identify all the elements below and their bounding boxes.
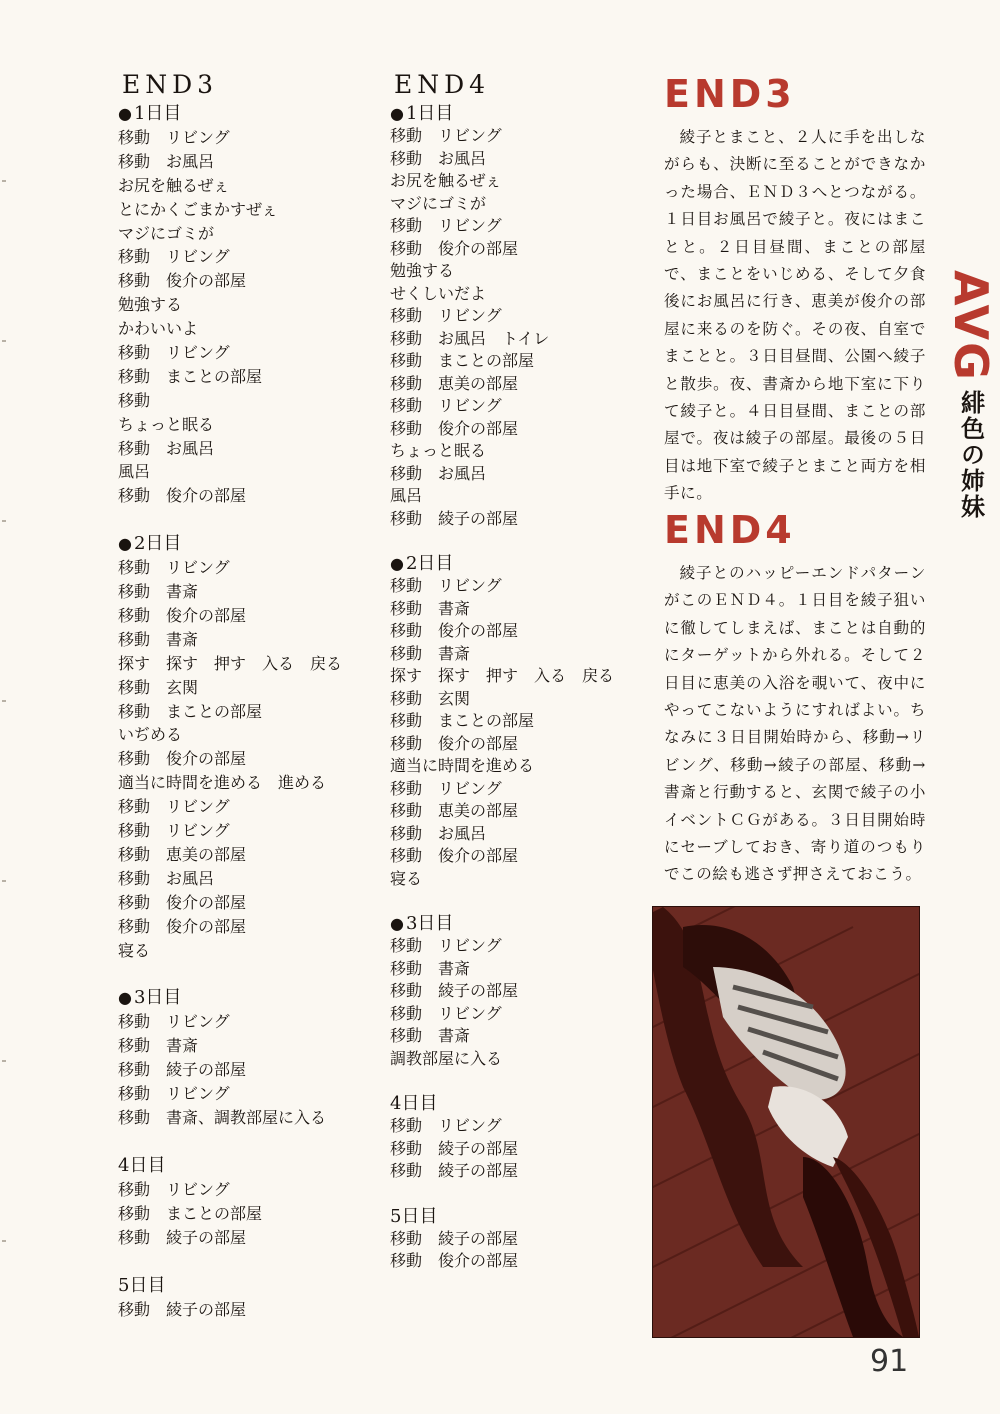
end3-section [664, 72, 926, 508]
walkthrough-step: 移動 リビング [118, 1084, 230, 1104]
shorts-shape [768, 1086, 848, 1167]
walkthrough-step: 移動 俊介の部屋 [118, 892, 247, 912]
end3-section-title: END3 [664, 72, 796, 116]
day-gap [118, 1250, 368, 1274]
side-tab [944, 270, 998, 520]
walkthrough-step: 移動 まことの部屋 [118, 701, 263, 721]
walkthrough-step: 移動 まことの部屋 [390, 351, 535, 370]
side-game-title: 緋色の姉妹 [956, 389, 985, 520]
walkthrough-step: 移動 綾子の部屋 [390, 981, 519, 1000]
walkthrough-step: 移動 綾子の部屋 [390, 1161, 519, 1180]
walkthrough-step: 移動 書斎 [118, 1036, 199, 1056]
walkthrough-step: 風呂 [390, 486, 423, 505]
walkthrough-step: 移動 リビング [118, 1179, 230, 1199]
walkthrough-step: 移動 お風呂 [118, 151, 215, 171]
walkthrough-step: 移動 俊介の部屋 [390, 621, 519, 640]
end4-walkthrough-column [390, 70, 640, 1273]
walkthrough-step: 勉強する [390, 261, 455, 280]
walkthrough-step: 移動 リビング [390, 778, 502, 798]
day-gap [390, 1070, 640, 1092]
walkthrough-step: お尻を触るぜぇ [390, 171, 502, 190]
walkthrough-step: 移動 俊介の部屋 [118, 486, 247, 506]
walkthrough-step: 寝る [118, 940, 151, 960]
walkthrough-step: 移動 書斎 [118, 582, 199, 602]
day-heading [390, 1092, 640, 1115]
walkthrough-step: 移動 俊介の部屋 [390, 846, 519, 865]
walkthrough-step: 移動 リビング [390, 216, 502, 235]
walkthrough-step: 移動 まことの部屋 [118, 1203, 263, 1223]
walkthrough-step: 移動 書斎 [118, 629, 199, 649]
walkthrough-step: 移動 俊介の部屋 [390, 238, 519, 258]
edge-mark [2, 180, 6, 182]
walkthrough-step: 移動 リビング [390, 1003, 502, 1023]
walkthrough-step: 移動 書斎 [390, 958, 471, 978]
walkthrough-step: 移動 お風呂 [118, 438, 215, 458]
page-number: 91 [870, 1344, 909, 1379]
walkthrough-step: 移動 お風呂 [118, 868, 215, 888]
day-heading-label: 4日目 [118, 1154, 166, 1176]
walkthrough-step: ちょっと眠る [390, 441, 487, 460]
day-gap [390, 530, 640, 552]
walkthrough-step: ちょっと眠る [118, 414, 215, 434]
walkthrough-step: 移動 お風呂 [390, 823, 487, 843]
walkthrough-step: 移動 リビング [390, 936, 502, 955]
walkthrough-step: 適当に時間を進める 進める [118, 773, 327, 793]
day-heading-label: 5日目 [118, 1274, 166, 1296]
walkthrough-step: 移動 リビング [118, 343, 230, 363]
day-heading-label: 1日目 [133, 103, 182, 124]
walkthrough-step: 移動 まことの部屋 [118, 366, 263, 386]
day-heading [118, 532, 368, 556]
side-genre-label: AVG [944, 270, 998, 382]
walkthrough-step: 適当に時間を進める [390, 756, 535, 775]
illustration-drawing [653, 907, 919, 1337]
walkthrough-step: 移動 綾子の部屋 [118, 1299, 247, 1319]
walkthrough-step: 移動 リビング [118, 821, 230, 841]
edge-mark [2, 1060, 6, 1062]
walkthrough-step: 寝る [390, 868, 423, 888]
walkthrough-step: 移動 リビング [118, 558, 230, 578]
end3-section-body: 綾子とまこと、２人に手を出しながらも、決断に至ることができなかった場合、ＥＮＤ３へとつながる。１日目お風呂で綾子と。夜にはまことと。２日目昼間、まことの部屋で、まことをいじめる、そして夕食後にお風呂に行き、恵美が俊介の部屋に来るのを防ぐ。その夜、自室でまことと。３日目昼間、公園へ綾子と散歩。夜、書斎から地下室に下りて綾子と。４日目昼間、まことの部屋で。夜は綾子の部屋。最後の５日目は地下室で綾子とまこと両方を相手に。 [664, 128, 926, 503]
day-heading [118, 1154, 368, 1178]
walkthrough-step: 移動 リビング [390, 1116, 502, 1135]
day-heading-label: 3日目 [133, 987, 182, 1009]
bullet-icon: ● [118, 104, 132, 123]
edge-mark [2, 1240, 6, 1242]
illustration [652, 906, 920, 1338]
walkthrough-step: 探す 探す 押す 入る 戻る [390, 666, 615, 685]
walkthrough-step: 移動 俊介の部屋 [118, 916, 247, 936]
day-heading-label: 3日目 [405, 913, 454, 934]
walkthrough-step: 移動 綾子の部屋 [390, 508, 519, 528]
walkthrough-step: 移動 俊介の部屋 [390, 418, 519, 438]
walkthrough-step: 移動 書斎 [390, 643, 471, 663]
day-heading-label: 5日目 [390, 1205, 438, 1227]
bullet-icon: ● [390, 554, 404, 573]
walkthrough-step: 移動 綾子の部屋 [118, 1227, 247, 1247]
walkthrough-step: 移動 綾子の部屋 [390, 1228, 519, 1248]
walkthrough-step: 移動 俊介の部屋 [390, 1251, 519, 1270]
edge-mark [2, 340, 6, 342]
walkthrough-step: 移動 リビング [390, 126, 502, 145]
walkthrough-step: 移動 綾子の部屋 [390, 1138, 519, 1158]
day-heading-label: 1日目 [405, 103, 454, 124]
edge-mark [2, 520, 6, 522]
walkthrough-step: お尻を触るぜぇ [118, 175, 230, 195]
walkthrough-step: 移動 お風呂 トイレ [390, 328, 550, 348]
edge-mark [2, 700, 6, 702]
walkthrough-step: 移動 恵美の部屋 [390, 801, 519, 820]
walkthrough-step: 風呂 [118, 462, 151, 482]
walkthrough-step: 移動 書斎 [390, 598, 471, 618]
walkthrough-step: 移動 リビング [118, 128, 230, 147]
walkthrough-step: 移動 まことの部屋 [390, 711, 535, 730]
end4-walkthrough-heading: END4 [394, 70, 491, 99]
day-heading [390, 912, 640, 935]
walkthrough-step: 移動 玄関 [390, 688, 471, 708]
walkthrough-step: 移動 リビング [390, 576, 502, 595]
end4-section [664, 508, 926, 889]
day-heading-label: 2日目 [133, 533, 182, 555]
day-gap [390, 1183, 640, 1205]
walkthrough-step: マジにゴミが [390, 193, 487, 213]
day-heading [118, 102, 368, 126]
walkthrough-step: とにかくごまかすぜぇ [118, 199, 278, 219]
walkthrough-step: 移動 俊介の部屋 [118, 271, 247, 291]
day-gap [118, 1130, 368, 1154]
day-heading [390, 1205, 640, 1228]
walkthrough-step: 移動 玄関 [118, 677, 199, 697]
walkthrough-step: 移動 恵美の部屋 [118, 844, 247, 864]
walkthrough-step: 移動 俊介の部屋 [118, 606, 247, 626]
bullet-icon: ● [118, 988, 132, 1008]
walkthrough-step: 移動 リビング [118, 1012, 230, 1032]
walkthrough-step: いぢめる [118, 725, 183, 745]
walkthrough-step: 移動 書斎、調教部屋に入る [118, 1107, 327, 1127]
walkthrough-step: 探す 探す 押す 入る 戻る [118, 653, 343, 673]
walkthrough-step: 勉強する [118, 295, 183, 315]
walkthrough-step: 移動 恵美の部屋 [390, 373, 519, 393]
bullet-icon: ● [118, 534, 132, 554]
day-gap [118, 508, 368, 532]
walkthrough-step: 調教部屋に入る [390, 1048, 503, 1068]
day-heading [118, 1274, 368, 1298]
day-heading [118, 986, 368, 1010]
bullet-icon: ● [390, 104, 404, 123]
bullet-icon: ● [390, 914, 404, 933]
walkthrough-step: 移動 綾子の部屋 [118, 1060, 247, 1080]
walkthrough-step: せくしいだよ [390, 283, 487, 303]
walkthrough-step: 移動 俊介の部屋 [118, 749, 247, 769]
end4-section-title: END4 [664, 508, 796, 552]
day-gap [118, 962, 368, 986]
walkthrough-step: 移動 お風呂 [390, 463, 487, 483]
walkthrough-step: 移動 リビング [118, 247, 230, 267]
walkthrough-step: マジにゴミが [118, 223, 215, 243]
end3-walkthrough-heading: END3 [122, 70, 219, 99]
walkthrough-step: 移動 リビング [390, 306, 502, 325]
walkthrough-step: 移動 リビング [118, 797, 230, 817]
day-heading [390, 102, 640, 125]
day-heading [390, 552, 640, 575]
walkthrough-step: 移動 リビング [390, 396, 502, 415]
walkthrough-step: 移動 俊介の部屋 [390, 733, 519, 753]
walkthrough-step: 移動 お風呂 [390, 148, 487, 168]
day-heading-label: 2日目 [405, 553, 454, 574]
walkthrough-step: 移動 [118, 390, 151, 410]
day-gap [390, 890, 640, 912]
end3-walkthrough-column [118, 70, 368, 1321]
edge-mark [2, 880, 6, 882]
walkthrough-step: 移動 書斎 [390, 1026, 471, 1045]
walkthrough-step: かわいいよ [118, 319, 199, 339]
day-heading-label: 4日目 [390, 1093, 438, 1114]
end4-section-body: 綾子とのハッピーエンドパターンがこのＥＮＤ４。１日目を綾子狙いに徹してしまえば、まことは自動的にターゲットから外れる。そして２日目に恵美の入浴を覗いて、夜中にやってこないようにすればよい。ちなみに３日目開始時から、移動→リビング、移動→綾子の部屋、移動→書斎と行動すると、玄関で綾子の小イベントＣＧがある。３日目開始時にセーブしておき、寄り道のつもりでこの絵も逃さず押さえておこう。 [664, 564, 926, 884]
